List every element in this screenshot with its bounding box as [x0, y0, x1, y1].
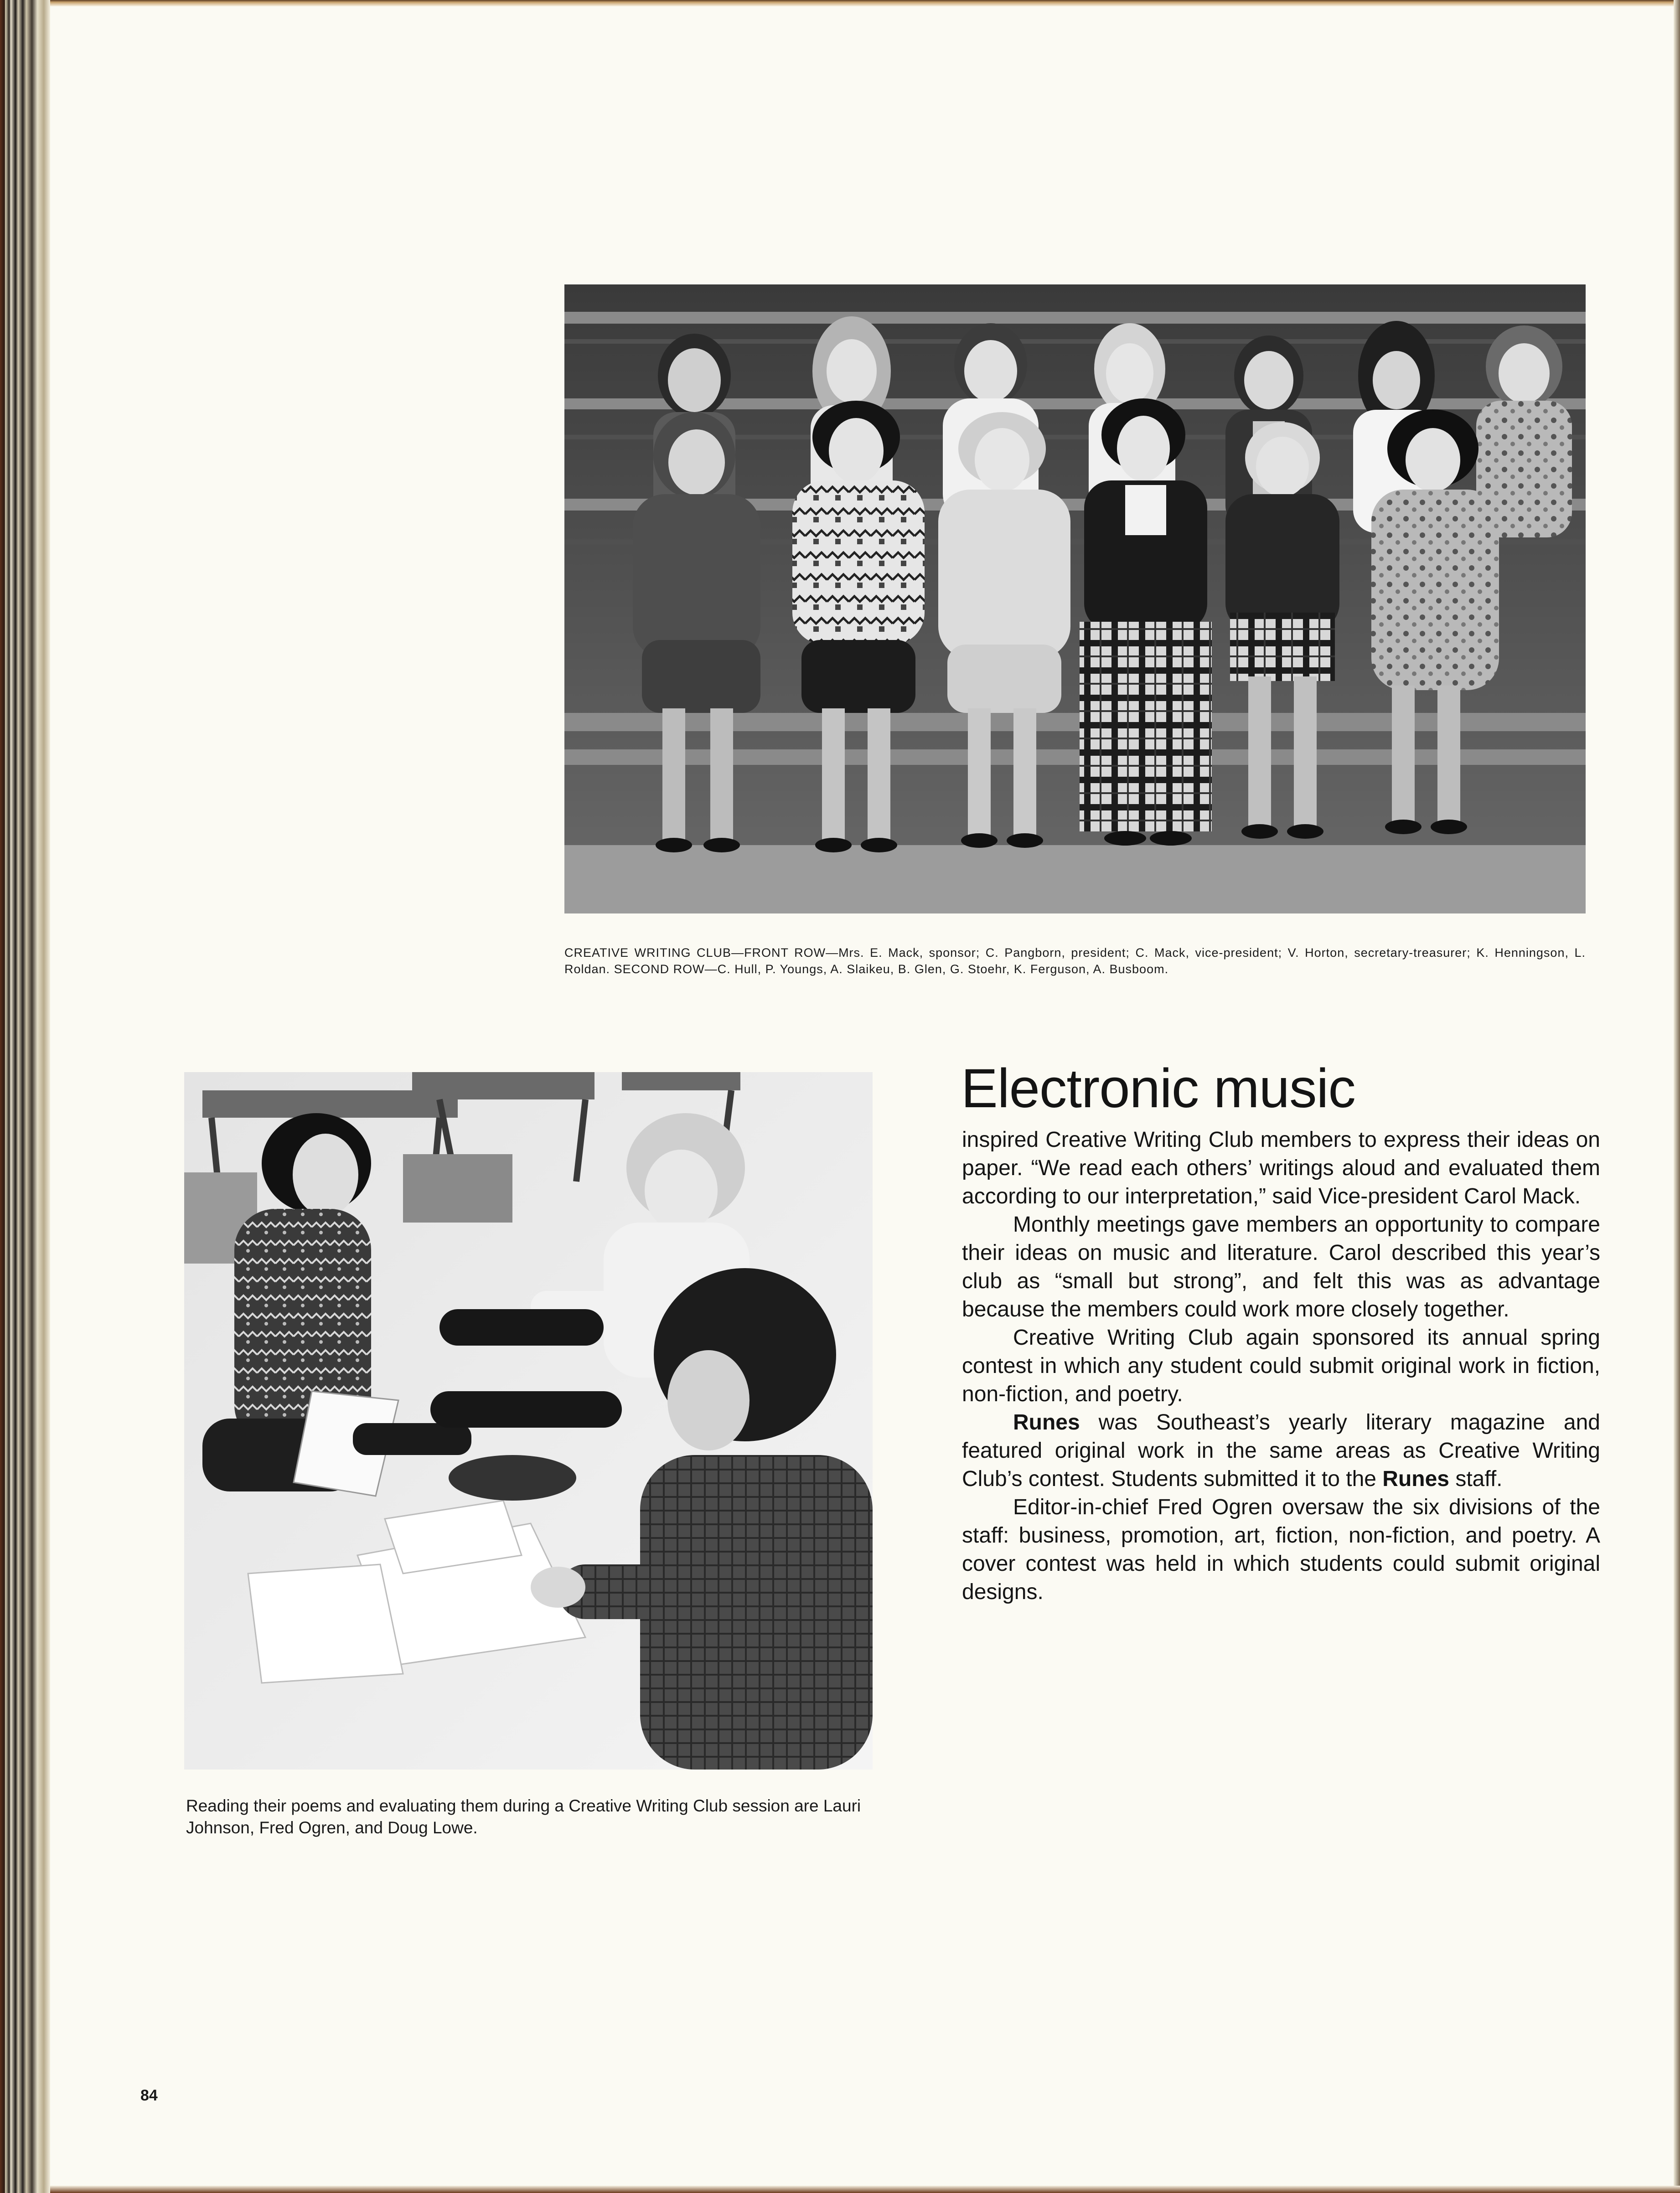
session-photo-caption: Reading their poems and evaluating them during a Creative Writing Club session are Lauri Johnson, Fred Ogren, and Doug Lowe.	[186, 1796, 861, 1837]
article-paragraph-4	[962, 1409, 1600, 1493]
page-bottom-edge	[50, 2186, 1680, 2193]
club-photo-caption: CREATIVE WRITING CLUB—FRONT ROW—Mrs. E. Mack, sponsor; C. Pangborn, president; C. Mack, vice-president; V. Horton, secretary-treasurer; K. Henningson, L. Roldan. SECOND ROW—C. Hull, P. Youngs, A. Slaikeu, B. Glen, G. Stoehr, K. Ferguson, A. Busboom.	[564, 946, 1586, 976]
club-group-photo-image	[564, 284, 1586, 913]
article-paragraph-4-end: staff.	[1449, 1467, 1503, 1491]
page-spine-edge	[0, 0, 50, 2193]
article-paragraph-5: Editor-in-chief Fred Ogren oversaw the six divisions of the staff: business, promotion, art, fiction, non-fiction, and poetry. A cover contest was held in which students could submit original designs.	[962, 1495, 1600, 1604]
club-group-photo	[564, 284, 1586, 913]
page-right-edge	[1674, 0, 1680, 2193]
page-top-edge	[50, 0, 1680, 6]
writing-session-photo-image	[184, 1072, 873, 1770]
runes-title: Runes	[1013, 1410, 1080, 1434]
article-paragraph-1: inspired Creative Writing Club members to express their ideas on paper. “We read each others’ writings aloud and evaluated them according to our interpretation,” said Vice-president Carol Mack.	[962, 1128, 1600, 1208]
article-paragraph-3: Creative Writing Club again sponsored its annual spring contest in which any student could submit original work in fiction, non-fiction, and poetry.	[962, 1326, 1600, 1406]
article-paragraph-2: Monthly meetings gave members an opportunity to compare their ideas on music and literature. Carol described this year’s club as “small but strong”, and felt this was as advantage because the members could work more closely together.	[962, 1213, 1600, 1321]
page-number: 84	[140, 2087, 158, 2104]
writing-session-photo	[184, 1072, 873, 1770]
article-body	[962, 1126, 1600, 1606]
runes-title-2: Runes	[1382, 1467, 1449, 1491]
article-heading: Electronic music	[961, 1057, 1355, 1119]
article-paragraph-4-text: was Southeast’s yearly literary magazine and featured original work in the same areas as Creative Writing Club’s contest. Students submitted it to the	[962, 1410, 1600, 1491]
